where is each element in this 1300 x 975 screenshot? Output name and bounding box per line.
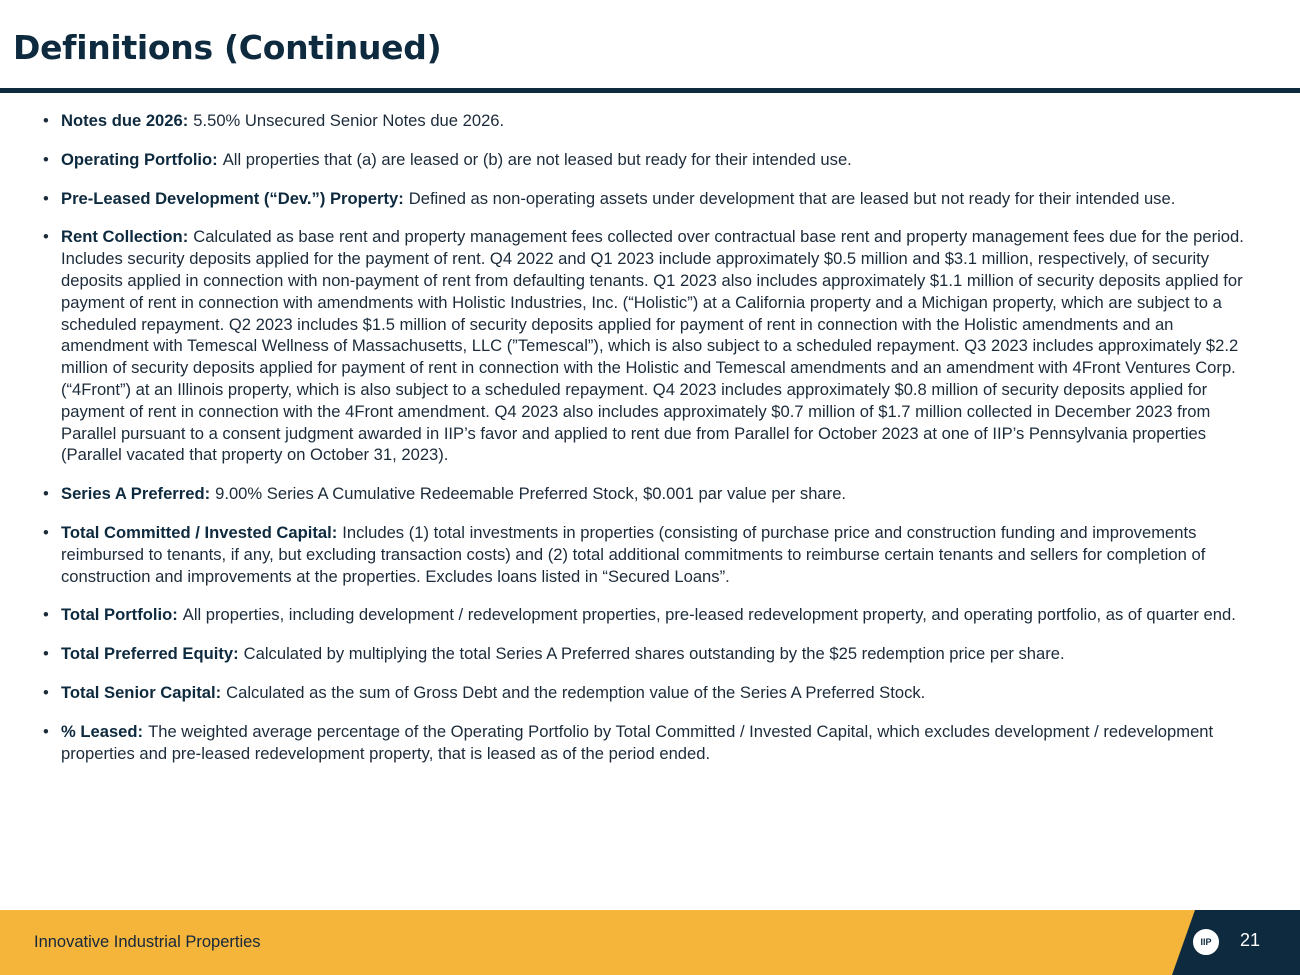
definition-term: % Leased:: [61, 721, 144, 741]
definition-item: [43, 149, 1258, 171]
definition-term: Notes due 2026:: [61, 111, 189, 130]
definitions-list: [43, 110, 1258, 781]
logo-text: IIP: [1200, 937, 1212, 947]
definition-item: [43, 188, 1258, 210]
definition-term: Total Portfolio:: [61, 605, 178, 625]
definition-term: Total Preferred Equity:: [61, 644, 239, 664]
definition-term: Total Committed / Invested Capital:: [61, 522, 338, 542]
definition-item: [43, 643, 1258, 665]
definition-item: [43, 604, 1258, 626]
definition-text: Includes (1) total investments in properties (consisting of purchase price and construction funding and improvements reimbursed to tenants, if any, but excluding transaction costs) and (2) total additional commitments to reimburse certain tenants and sellers for completion of construction and improvements at the properties. Excludes loans listed in “Secured Loans”.: [61, 522, 1206, 586]
definition-text: The weighted average percentage of the Operating Portfolio by Total Committed / Invested Capital, which excludes development / redevelopment properties and pre-leased redevelopment property, that is leased as of the period ended.: [61, 721, 1214, 763]
definition-text: Calculated as the sum of Gross Debt and the redemption value of the Series A Preferred Stock.: [226, 682, 926, 702]
definition-item: [43, 522, 1258, 587]
definition-item: [43, 483, 1258, 505]
title-divider: [0, 88, 1300, 93]
definition-text: Calculated as base rent and property management fees collected over contractual base rent and property management fees due for the period. Includes security deposits applied for the payment of rent. Q4 2022 and Q1 2023 include approximately $0.5 million and $3.1 million, respectively, of security deposits applied in connection with non-payment of rent from defaulting tenants. Q1 2023 also includes approximately $1.1 million of security deposits applied for payment of rent in connection with amendments with Holistic Industries, Inc. (“Holistic”) at a California property and a Michigan property, which are subject to a scheduled repayment. Q2 2023 includes $1.5 million of security deposits applied for payment of rent in connection with the Holistic amendments and an amendment with Temescal Wellness of Massachusetts, LLC (”Temescal”), which is also subject to a scheduled repayment. Q3 2023 includes approximately $2.2 million of security deposits applied for payment of rent in connection with the Holistic and Temescal amendments and an amendment with 4Front Ventures Corp. (“4Front”) at an Illinois property, which is also subject to a scheduled repayment. Q4 2023 includes approximately $0.8 million of security deposits applied for payment of rent in connection with the 4Front amendment. Q4 2023 also includes approximately $0.7 million of $1.7 million collected in December 2023 from Parallel pursuant to a consent judgment awarded in IIP’s favor and applied to rent due from Parallel for October 2023 at one of IIP’s Pennsylvania properties (Parallel vacated that property on October 31, 2023).: [61, 227, 1244, 465]
definition-term: Operating Portfolio:: [61, 149, 218, 169]
definition-term: Total Senior Capital:: [61, 682, 222, 702]
definition-text: 5.50% Unsecured Senior Notes due 2026.: [193, 111, 505, 130]
definition-item: [43, 721, 1258, 765]
definition-text: All properties, including development / redevelopment properties, pre-leased redevelopment property, and operating portfolio, as of quarter end.: [182, 605, 1236, 625]
definition-text: 9.00% Series A Cumulative Redeemable Preferred Stock, $0.001 par value per share.: [215, 484, 847, 504]
definition-text: Defined as non-operating assets under development that are leased but not ready for their intended use.: [408, 188, 1176, 208]
definition-item: [43, 110, 1258, 132]
definition-text: Calculated by multiplying the total Series A Preferred shares outstanding by the $25 redemption price per share.: [243, 644, 1065, 664]
definition-term: Pre-Leased Development (“Dev.”) Property:: [61, 188, 404, 208]
definition-term: Series A Preferred:: [61, 484, 211, 504]
company-name: Innovative Industrial Properties: [34, 933, 261, 951]
definition-term: Rent Collection:: [61, 227, 189, 247]
definition-text: All properties that (a) are leased or (b) are not leased but ready for their intended use.: [222, 149, 852, 169]
page-number: 21: [1240, 930, 1261, 950]
definition-item: [43, 682, 1258, 704]
definition-item: [43, 226, 1258, 466]
page-title: Definitions (Continued): [13, 28, 442, 67]
iip-logo-icon: [1191, 927, 1221, 957]
